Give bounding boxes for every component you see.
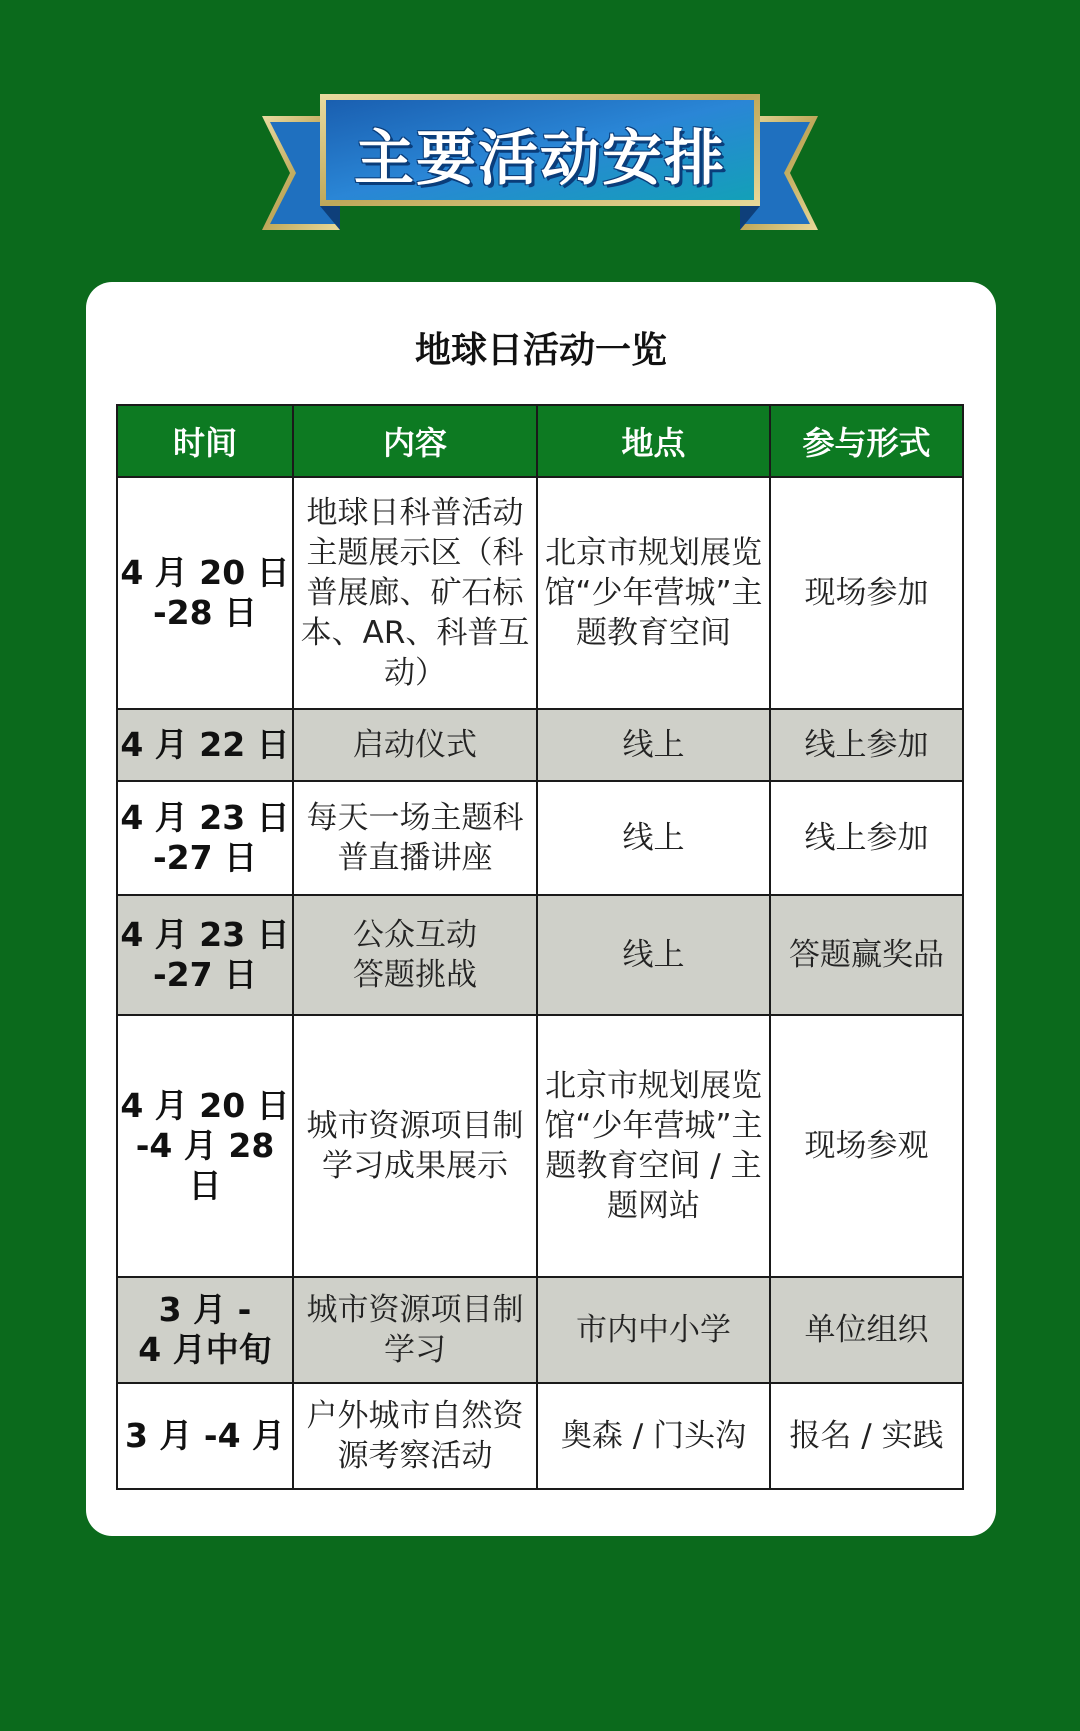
cell-form: 单位组织 xyxy=(770,1277,963,1383)
cell-content: 户外城市自然资源考察活动 xyxy=(293,1383,537,1489)
cell-location: 北京市规划展览馆“少年营城”主题教育空间 / 主题网站 xyxy=(537,1015,770,1277)
header-time: 时间 xyxy=(117,405,293,477)
table-body xyxy=(117,477,963,1489)
cell-time: 4 月 22 日 xyxy=(117,709,293,781)
cell-location: 市内中小学 xyxy=(537,1277,770,1383)
cell-location: 北京市规划展览馆“少年营城”主题教育空间 xyxy=(537,477,770,709)
banner-title: 主要活动安排 xyxy=(354,124,726,194)
cell-content: 启动仪式 xyxy=(293,709,537,781)
cell-form: 答题赢奖品 xyxy=(770,895,963,1015)
cell-form: 线上参加 xyxy=(770,709,963,781)
cell-location: 线上 xyxy=(537,781,770,895)
cell-content: 城市资源项目制学习成果展示 xyxy=(293,1015,537,1277)
table-row xyxy=(117,1277,963,1383)
table-row xyxy=(117,895,963,1015)
cell-time: 4 月 23 日 -27 日 xyxy=(117,781,293,895)
schedule-table xyxy=(116,404,964,1490)
cell-location: 奥森 / 门头沟 xyxy=(537,1383,770,1489)
table-row xyxy=(117,781,963,895)
table-row xyxy=(117,1015,963,1277)
cell-form: 报名 / 实践 xyxy=(770,1383,963,1489)
header-location: 地点 xyxy=(537,405,770,477)
cell-location: 线上 xyxy=(537,895,770,1015)
cell-content: 每天一场主题科普直播讲座 xyxy=(293,781,537,895)
card-title: 地球日活动一览 xyxy=(414,330,667,371)
cell-form: 现场参加 xyxy=(770,477,963,709)
header-form: 参与形式 xyxy=(770,405,963,477)
cell-content: 公众互动 答题挑战 xyxy=(293,895,537,1015)
cell-time: 4 月 20 日 -28 日 xyxy=(117,477,293,709)
cell-time: 4 月 20 日 -4 月 28 日 xyxy=(117,1015,293,1277)
cell-time: 3 月 -4 月 xyxy=(117,1383,293,1489)
cell-form: 现场参观 xyxy=(770,1015,963,1277)
table-row xyxy=(117,1383,963,1489)
title-banner xyxy=(262,94,818,232)
schedule-card xyxy=(86,282,996,1536)
cell-location: 线上 xyxy=(537,709,770,781)
cell-content: 城市资源项目制学习 xyxy=(293,1277,537,1383)
table-row xyxy=(117,477,963,709)
table-header-row xyxy=(117,405,963,477)
cell-time: 4 月 23 日 -27 日 xyxy=(117,895,293,1015)
cell-content: 地球日科普活动主题展示区（科普展廊、矿石标本、AR、科普互动） xyxy=(293,477,537,709)
header-content: 内容 xyxy=(293,405,537,477)
cell-time: 3 月 - 4 月中旬 xyxy=(117,1277,293,1383)
cell-form: 线上参加 xyxy=(770,781,963,895)
table-row xyxy=(117,709,963,781)
